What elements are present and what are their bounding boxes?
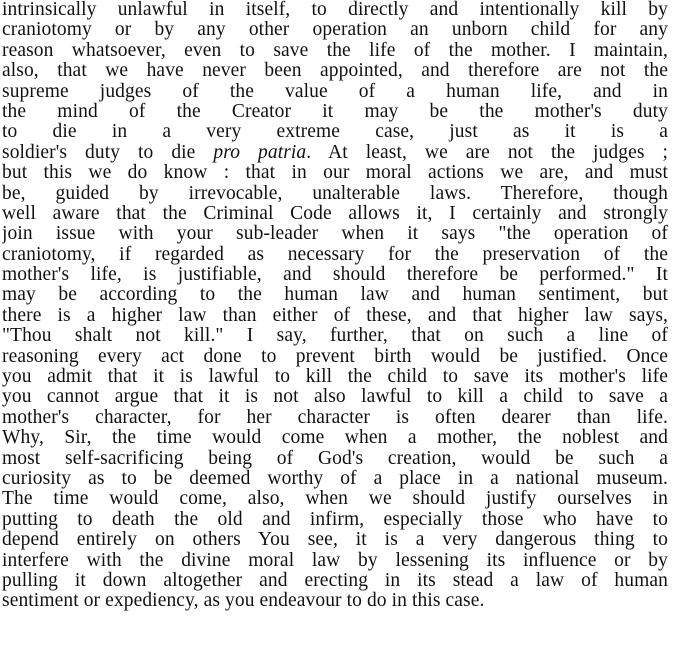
text-line: reason whatsoever, even to save the life of the mother. I maintain, — [2, 40, 668, 61]
text-line: join issue with your sub-leader when it says "the operation of — [2, 224, 668, 245]
text-line: craniotomy, if regarded as necessary for the preservation of the — [2, 244, 668, 265]
text-line: you admit that it is lawful to kill the child to save its mother's life — [2, 367, 668, 388]
text-line: craniotomy or by any other operation an unborn child for any — [2, 20, 668, 41]
text-line: "Thou shalt not kill." I say, further, that on such a line of — [2, 326, 668, 347]
text-line: there is a higher law than either of these, and that higher law says, — [2, 305, 668, 326]
text-line: The time would come, also, when we should justify ourselves in — [2, 489, 668, 510]
text-line: sentiment or expediency, as you endeavour to do in this case. — [2, 591, 485, 612]
text-segment: . At least, we are not the judges ; — [306, 142, 668, 163]
text-line: the mind of the Creator it may be the mother's duty — [2, 101, 668, 122]
text-line: you cannot argue that it is not also lawful to kill a child to save a — [2, 387, 668, 408]
text-line: intrinsically unlawful in itself, to directly and intentionally kill by — [2, 0, 668, 20]
italic-phrase: pro patria — [213, 142, 307, 163]
text-line: Why, Sir, the time would come when a mother, the noblest and — [2, 428, 668, 449]
text-line: curiosity as to be deemed worthy of a place in a national museum. — [2, 468, 668, 489]
text-line: but this we do know : that in our moral actions we are, and must — [2, 163, 668, 184]
text-line: reasoning every act done to prevent birth would be justified. Once — [2, 346, 668, 367]
text-line: pulling it down altogether and erecting in its stead a law of human — [2, 570, 668, 591]
text-line: to die in a very extreme case, just as it is a — [2, 122, 668, 143]
text-line: may be according to the human law and human sentiment, but — [2, 285, 668, 306]
text-line: also, that we have never been appointed, and therefore are not the — [2, 61, 668, 82]
text-line: well aware that the Criminal Code allows it, I certainly and strongly — [2, 203, 668, 224]
text-segment: soldier's duty to die — [2, 142, 214, 163]
text-line: mother's character, for her character is often dearer than life. — [2, 407, 668, 428]
text-line: mother's life, is justifiable, and should therefore be performed." It — [2, 265, 668, 286]
text-line: most self-sacrificing being of God's creation, would be such a — [2, 448, 668, 469]
text-line: depend entirely on others You see, it is a very dangerous thing to — [2, 530, 668, 551]
text-line: supreme judges of the value of a human life, and in — [2, 81, 668, 102]
text-line: putting to death the old and infirm, especially those who have to — [2, 509, 668, 530]
text-line: interfere with the divine moral law by lessening its influence or by — [2, 550, 668, 571]
text-line-pro-patria — [2, 143, 668, 163]
text-line: be, guided by irrevocable, unalterable laws. Therefore, though — [2, 183, 668, 204]
